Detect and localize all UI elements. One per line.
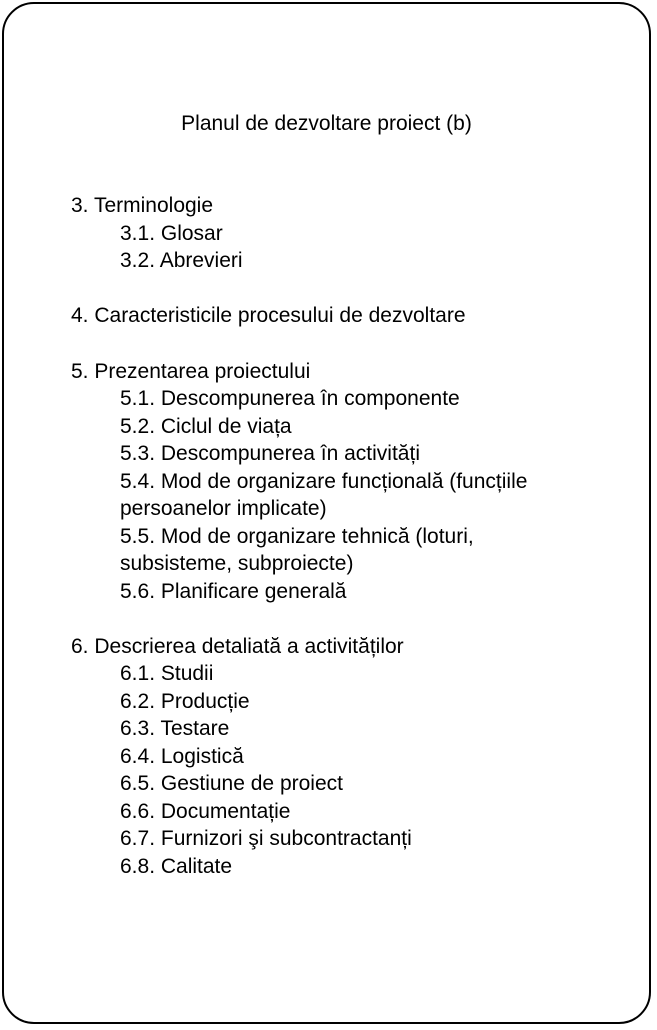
list-item-logistica: 6.4. Logistică — [120, 745, 244, 768]
list-item-organizare-tehnica: 5.5. Mod de organizare tehnică (loturi, — [120, 525, 474, 548]
list-item-gestiune-proiect: 6.5. Gestiune de proiect — [120, 772, 343, 795]
list-item-furnizori: 6.7. Furnizori şi subcontractanți — [120, 827, 412, 850]
document-card — [2, 2, 651, 1024]
section-heading-caracteristici: 4. Caracteristicile procesului de dezvoltare — [71, 304, 466, 327]
document-title: Planul de dezvoltare proiect (b) — [181, 112, 472, 135]
list-item-organizare-functionala-cont: persoanelor implicate) — [120, 497, 327, 520]
list-item-descompunere-componente: 5.1. Descompunerea în componente — [120, 387, 460, 410]
section-heading-terminologie: 3. Terminologie — [71, 194, 214, 217]
list-item-productie: 6.2. Producție — [120, 690, 250, 713]
list-item-glosar: 3.1. Glosar — [120, 222, 223, 245]
list-item-documentatie: 6.6. Documentație — [120, 800, 291, 823]
list-item-testare: 6.3. Testare — [120, 717, 230, 740]
list-item-ciclul-de-viata: 5.2. Ciclul de viața — [120, 415, 292, 438]
list-item-studii: 6.1. Studii — [120, 662, 214, 685]
list-item-abrevieri: 3.2. Abrevieri — [120, 249, 243, 272]
section-heading-descriere-activitati: 6. Descrierea detaliată a activităților — [71, 635, 404, 658]
list-item-organizare-functionala: 5.4. Mod de organizare funcțională (funcțiile — [120, 470, 528, 493]
section-heading-prezentare: 5. Prezentarea proiectului — [71, 360, 311, 383]
list-item-calitate: 6.8. Calitate — [120, 855, 233, 878]
list-item-descompunere-activitati: 5.3. Descompunerea în activități — [120, 442, 420, 465]
list-item-planificare-generala: 5.6. Planificare generală — [120, 580, 347, 603]
list-item-organizare-tehnica-cont: subsisteme, subproiecte) — [120, 552, 354, 575]
